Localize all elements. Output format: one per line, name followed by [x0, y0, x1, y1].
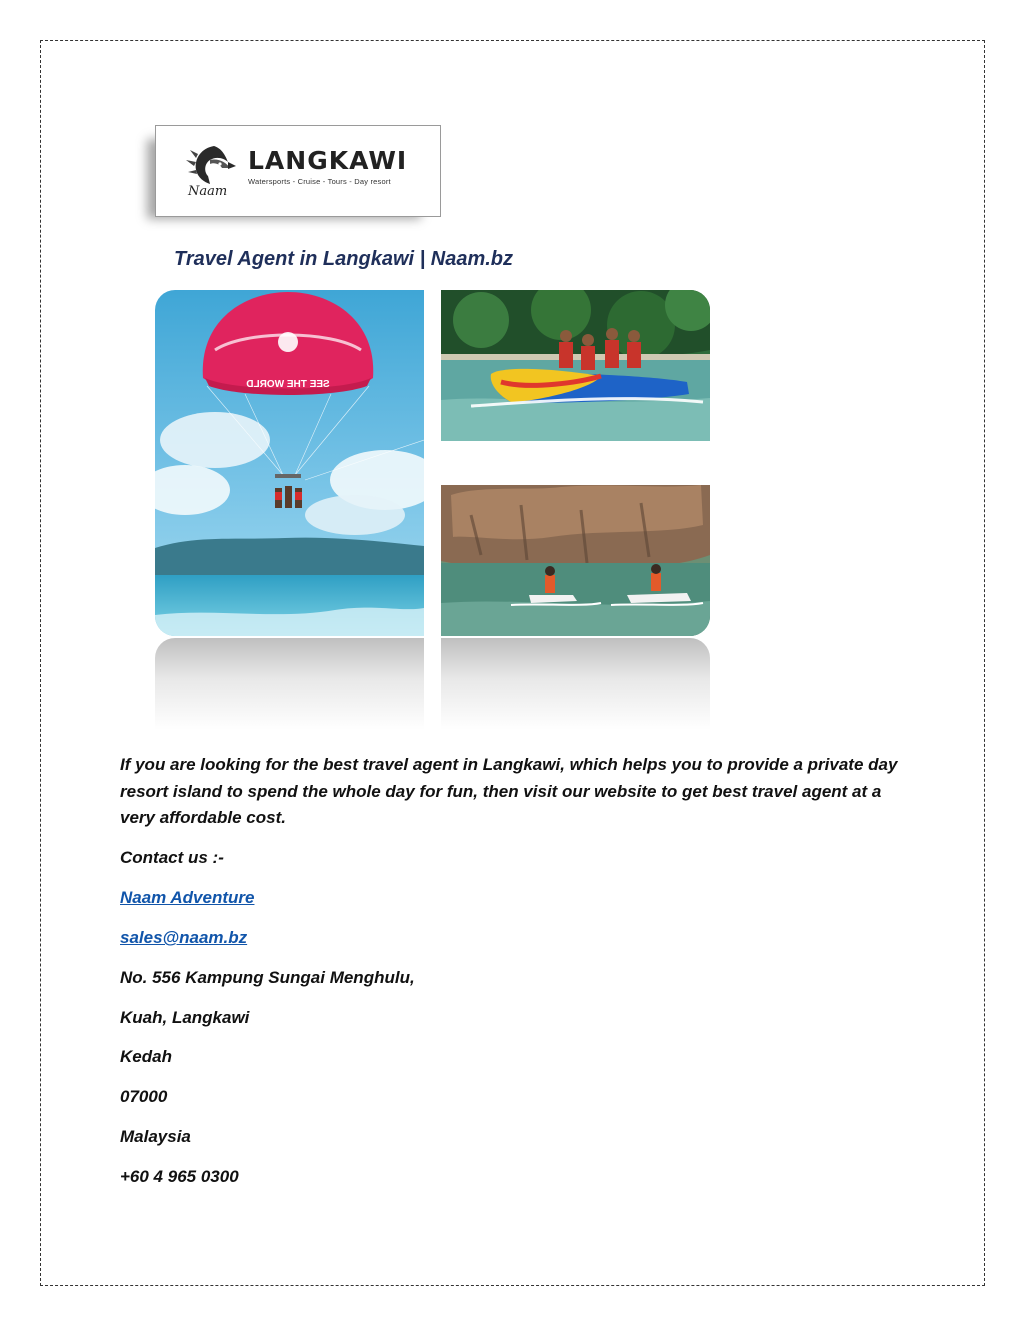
langkawi-logo — [155, 125, 441, 217]
address-line-1: No. 556 Kampung Sungai Menghulu, — [120, 968, 415, 987]
address-postcode: 07000 — [120, 1087, 168, 1106]
company-link[interactable]: Naam Adventure — [120, 888, 255, 907]
parachute-banner-text: SEE THE WORLD — [246, 379, 330, 390]
banana-boat-photo — [441, 290, 710, 441]
collage-reflection — [155, 638, 710, 730]
logo-brand-text: LANGKAWI — [248, 146, 408, 175]
address-state: Kedah — [120, 1047, 172, 1066]
email-link[interactable]: sales@naam.bz — [120, 928, 248, 947]
intro-paragraph: If you are looking for the best travel agent in Langkawi, which helps you to provide a private day resort island to spend the whole day for fun, then visit our website to get best travel agent at a very affordable cost. — [120, 755, 898, 827]
svg-text:Naam: Naam — [188, 184, 228, 199]
email-row — [120, 925, 920, 952]
contact-heading: Contact us :- — [120, 848, 224, 867]
logo-tagline: Watersports - Cruise - Tours - Day resort — [248, 177, 391, 186]
jet-ski-photo — [441, 485, 710, 636]
parasailing-photo — [155, 290, 424, 636]
page-title: Travel Agent in Langkawi | Naam.bz — [174, 248, 514, 270]
address-country: Malaysia — [120, 1127, 191, 1146]
contact-info — [120, 885, 920, 912]
address-line-2: Kuah, Langkawi — [120, 1008, 250, 1027]
photo-collage — [155, 290, 710, 730]
phone-number: +60 4 965 0300 — [120, 1167, 239, 1186]
naam-script-logo — [186, 180, 242, 200]
